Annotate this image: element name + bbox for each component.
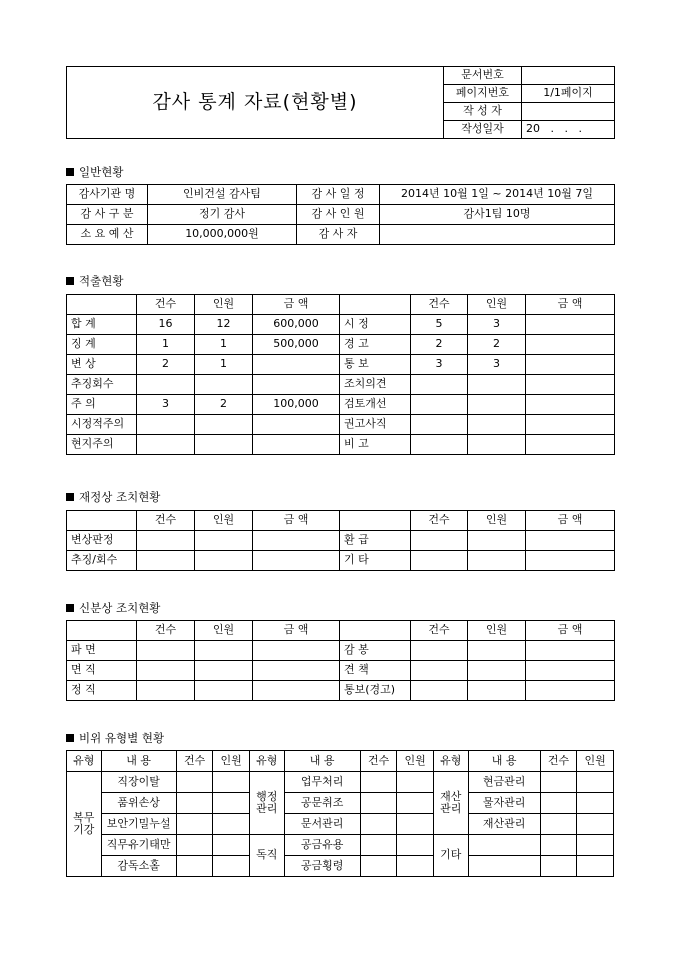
column-header: 인원 (468, 511, 526, 531)
table-cell (397, 772, 434, 793)
table-row (67, 661, 615, 681)
table-row (67, 435, 615, 455)
table-cell: 감 사 자 (297, 225, 380, 245)
table-cell (137, 681, 195, 701)
table-cell: 10,000,000원 (148, 225, 297, 245)
table-cell (397, 856, 434, 877)
row-label: 변상판정 (67, 531, 137, 551)
table-cell (526, 335, 615, 355)
column-header: 건수 (411, 295, 468, 315)
column-header: 내 용 (468, 751, 540, 772)
table-cell (195, 415, 253, 435)
table-cell: 5 (411, 315, 468, 335)
table-cell (360, 856, 397, 877)
column-header: 인원 (213, 751, 250, 772)
column-header: 건수 (137, 621, 195, 641)
table-cell (540, 772, 577, 793)
column-header: 유형 (249, 751, 284, 772)
table-cell (540, 814, 577, 835)
table-cell (411, 551, 468, 571)
table-cell (213, 856, 250, 877)
table-cell: 1 (137, 335, 195, 355)
item-label: 공문취조 (284, 793, 360, 814)
table-cell: 600,000 (253, 315, 340, 335)
misconduct-table (66, 750, 614, 877)
table-cell (411, 435, 468, 455)
column-header: 건수 (540, 751, 577, 772)
table-cell (253, 435, 340, 455)
section-misconduct-heading (66, 730, 164, 746)
table-cell (253, 375, 340, 395)
row-label: 주 의 (67, 395, 137, 415)
item-label: 공금유용 (284, 835, 360, 856)
table-cell (176, 772, 213, 793)
row-label: 권고사직 (340, 415, 411, 435)
column-header (340, 621, 411, 641)
column-header: 인원 (397, 751, 434, 772)
table-cell (411, 681, 468, 701)
table-cell (253, 681, 340, 701)
row-label: 비 고 (340, 435, 411, 455)
table-cell (468, 415, 526, 435)
table-cell (526, 551, 615, 571)
table-cell: 1 (195, 355, 253, 375)
table-cell (213, 772, 250, 793)
column-header: 인원 (195, 511, 253, 531)
table-cell (176, 835, 213, 856)
date-value: 20 . . . (522, 121, 615, 139)
section-findings-title: 적출현황 (79, 274, 124, 288)
table-cell (253, 661, 340, 681)
table-cell (468, 375, 526, 395)
row-label: 면 직 (67, 661, 137, 681)
row-label: 시 정 (340, 315, 411, 335)
table-cell (411, 641, 468, 661)
table-cell: 2 (137, 355, 195, 375)
table-cell (577, 772, 614, 793)
table-cell (195, 661, 253, 681)
row-label: 환 급 (340, 531, 411, 551)
table-row (67, 551, 615, 571)
column-header: 금 액 (253, 295, 340, 315)
general-table (66, 184, 615, 245)
column-header: 건수 (411, 511, 468, 531)
table-cell (540, 793, 577, 814)
table-cell (397, 814, 434, 835)
section-personnel-title: 신분상 조치현황 (79, 601, 161, 615)
table-cell (213, 835, 250, 856)
table-cell (468, 835, 540, 856)
item-label: 문서관리 (284, 814, 360, 835)
row-label: 추징회수 (67, 375, 137, 395)
table-cell (195, 641, 253, 661)
table-row (67, 793, 614, 814)
table-cell (213, 793, 250, 814)
table-cell (526, 531, 615, 551)
table-cell (526, 435, 615, 455)
table-cell: 3 (468, 315, 526, 335)
column-header: 내 용 (101, 751, 176, 772)
section-financial-heading (66, 489, 160, 505)
item-label: 재산관리 (468, 814, 540, 835)
item-label: 현금관리 (468, 772, 540, 793)
table-cell (526, 415, 615, 435)
table-cell (360, 793, 397, 814)
table-cell (468, 395, 526, 415)
item-label: 직장이탈 (101, 772, 176, 793)
table-cell (137, 531, 195, 551)
table-cell (195, 435, 253, 455)
column-header: 인원 (195, 295, 253, 315)
table-cell: 2014년 10월 1일 ~ 2014년 10월 7일 (380, 185, 615, 205)
column-header (67, 621, 137, 641)
table-header-row (67, 295, 615, 315)
column-header: 금 액 (526, 295, 615, 315)
date-label: 작성일자 (444, 121, 522, 139)
table-cell (380, 225, 615, 245)
table-cell (195, 531, 253, 551)
table-cell: 감 사 인 원 (297, 205, 380, 225)
table-cell (526, 375, 615, 395)
table-cell: 100,000 (253, 395, 340, 415)
row-label: 소 요 예 산 (67, 225, 148, 245)
column-header: 인원 (577, 751, 614, 772)
table-cell (526, 641, 615, 661)
item-label: 보안기밀누설 (101, 814, 176, 835)
group-label: 기타 (433, 835, 468, 877)
table-cell (468, 681, 526, 701)
group-label: 행정 관리 (249, 772, 284, 835)
row-label: 합 계 (67, 315, 137, 335)
table-cell (526, 355, 615, 375)
table-cell (360, 835, 397, 856)
table-cell (468, 551, 526, 571)
table-row (67, 185, 615, 205)
table-cell (195, 681, 253, 701)
item-label: 직무유기태만 (101, 835, 176, 856)
row-label: 조치의견 (340, 375, 411, 395)
square-bullet-icon (66, 277, 74, 285)
doc-no-value (522, 67, 615, 85)
header-table (66, 66, 615, 139)
table-row (67, 315, 615, 335)
row-label: 감 사 구 분 (67, 205, 148, 225)
column-header: 유형 (67, 751, 102, 772)
table-cell (360, 772, 397, 793)
row-label: 파 면 (67, 641, 137, 661)
table-cell (526, 315, 615, 335)
table-cell (468, 435, 526, 455)
table-header-row (67, 621, 615, 641)
column-header: 건수 (360, 751, 397, 772)
section-financial-title: 재정상 조치현황 (79, 490, 161, 504)
table-cell (253, 531, 340, 551)
table-cell (137, 415, 195, 435)
table-cell (526, 661, 615, 681)
document-title: 감사 통계 자료(현황별) (67, 67, 444, 139)
column-header: 인원 (468, 295, 526, 315)
page-no-label: 페이지번호 (444, 85, 522, 103)
item-label: 물자관리 (468, 793, 540, 814)
table-cell (360, 814, 397, 835)
table-row (67, 395, 615, 415)
table-cell (397, 835, 434, 856)
table-cell (137, 375, 195, 395)
column-header: 금 액 (253, 511, 340, 531)
table-cell: 3 (468, 355, 526, 375)
table-cell (411, 395, 468, 415)
table-cell (577, 814, 614, 835)
column-header: 금 액 (526, 511, 615, 531)
square-bullet-icon (66, 604, 74, 612)
row-label: 감 봉 (340, 641, 411, 661)
doc-no-label: 문서번호 (444, 67, 522, 85)
table-cell (468, 531, 526, 551)
table-cell (176, 856, 213, 877)
table-cell: 3 (137, 395, 195, 415)
table-cell (526, 681, 615, 701)
section-general-title: 일반현황 (79, 165, 124, 179)
table-cell: 3 (411, 355, 468, 375)
row-label: 추징/회수 (67, 551, 137, 571)
section-misconduct-title: 비위 유형별 현황 (79, 731, 165, 745)
section-general-heading (66, 164, 123, 180)
table-cell (253, 415, 340, 435)
table-cell: 2 (411, 335, 468, 355)
row-label: 시정적주의 (67, 415, 137, 435)
square-bullet-icon (66, 168, 74, 176)
author-value (522, 103, 615, 121)
table-cell (397, 793, 434, 814)
row-label: 현지주의 (67, 435, 137, 455)
table-cell (540, 856, 577, 877)
item-label: 업무처리 (284, 772, 360, 793)
row-label: 징 계 (67, 335, 137, 355)
table-cell (137, 435, 195, 455)
table-row (67, 681, 615, 701)
table-cell (526, 395, 615, 415)
table-cell: 2 (195, 395, 253, 415)
table-cell: 1 (195, 335, 253, 355)
column-header (340, 295, 411, 315)
row-label: 경 고 (340, 335, 411, 355)
column-header: 건수 (137, 511, 195, 531)
row-label: 통 보 (340, 355, 411, 375)
group-label: 재산 관리 (433, 772, 468, 835)
table-cell: 감사1팀 10명 (380, 205, 615, 225)
table-row (67, 375, 615, 395)
table-row (67, 531, 615, 551)
page-no-value: 1/1페이지 (522, 85, 615, 103)
table-cell: 16 (137, 315, 195, 335)
table-cell (137, 641, 195, 661)
table-header-row (67, 511, 615, 531)
table-cell (253, 355, 340, 375)
table-cell (253, 641, 340, 661)
column-header: 금 액 (526, 621, 615, 641)
column-header: 건수 (137, 295, 195, 315)
table-row (67, 225, 615, 245)
financial-table (66, 510, 615, 571)
table-cell (411, 661, 468, 681)
table-row (67, 856, 614, 877)
table-cell (468, 641, 526, 661)
column-header: 유형 (433, 751, 468, 772)
table-cell (411, 531, 468, 551)
table-cell (411, 375, 468, 395)
square-bullet-icon (66, 493, 74, 501)
table-cell (411, 415, 468, 435)
column-header: 건수 (176, 751, 213, 772)
square-bullet-icon (66, 734, 74, 742)
table-cell (577, 856, 614, 877)
item-label: 공금횡령 (284, 856, 360, 877)
row-label: 변 상 (67, 355, 137, 375)
author-label: 작 성 자 (444, 103, 522, 121)
group-label: 독직 (249, 835, 284, 877)
table-row (67, 415, 615, 435)
table-cell: 정기 감사 (148, 205, 297, 225)
row-label: 견 책 (340, 661, 411, 681)
column-header (67, 511, 137, 531)
section-findings-heading (66, 273, 123, 289)
table-row (67, 814, 614, 835)
item-label: 감독소홀 (101, 856, 176, 877)
table-cell (195, 551, 253, 571)
table-cell (540, 835, 577, 856)
personnel-table (66, 620, 615, 701)
table-cell (577, 835, 614, 856)
table-cell (195, 375, 253, 395)
column-header: 내 용 (284, 751, 360, 772)
column-header: 인원 (468, 621, 526, 641)
table-cell: 2 (468, 335, 526, 355)
table-cell (468, 661, 526, 681)
table-cell (577, 793, 614, 814)
row-label: 기 타 (340, 551, 411, 571)
table-cell: 12 (195, 315, 253, 335)
table-cell (213, 814, 250, 835)
table-cell (253, 551, 340, 571)
table-cell: 감 사 일 정 (297, 185, 380, 205)
table-row (67, 355, 615, 375)
findings-table (66, 294, 615, 455)
row-label: 통보(경고) (340, 681, 411, 701)
table-cell: 인비건설 감사팀 (148, 185, 297, 205)
table-header-row (67, 751, 614, 772)
table-cell: 500,000 (253, 335, 340, 355)
table-cell (137, 661, 195, 681)
table-cell (176, 814, 213, 835)
item-label: 품위손상 (101, 793, 176, 814)
table-cell (137, 551, 195, 571)
column-header: 인원 (195, 621, 253, 641)
table-row (67, 835, 614, 856)
group-label: 복무 기강 (67, 772, 102, 877)
table-cell (176, 793, 213, 814)
column-header (67, 295, 137, 315)
column-header (340, 511, 411, 531)
table-row (67, 205, 615, 225)
table-row (67, 335, 615, 355)
row-label: 감사기관 명 (67, 185, 148, 205)
row-label: 정 직 (67, 681, 137, 701)
column-header: 건수 (411, 621, 468, 641)
section-personnel-heading (66, 600, 160, 616)
row-label: 검토개선 (340, 395, 411, 415)
table-cell (468, 856, 540, 877)
column-header: 금 액 (253, 621, 340, 641)
table-row (67, 641, 615, 661)
table-row (67, 772, 614, 793)
